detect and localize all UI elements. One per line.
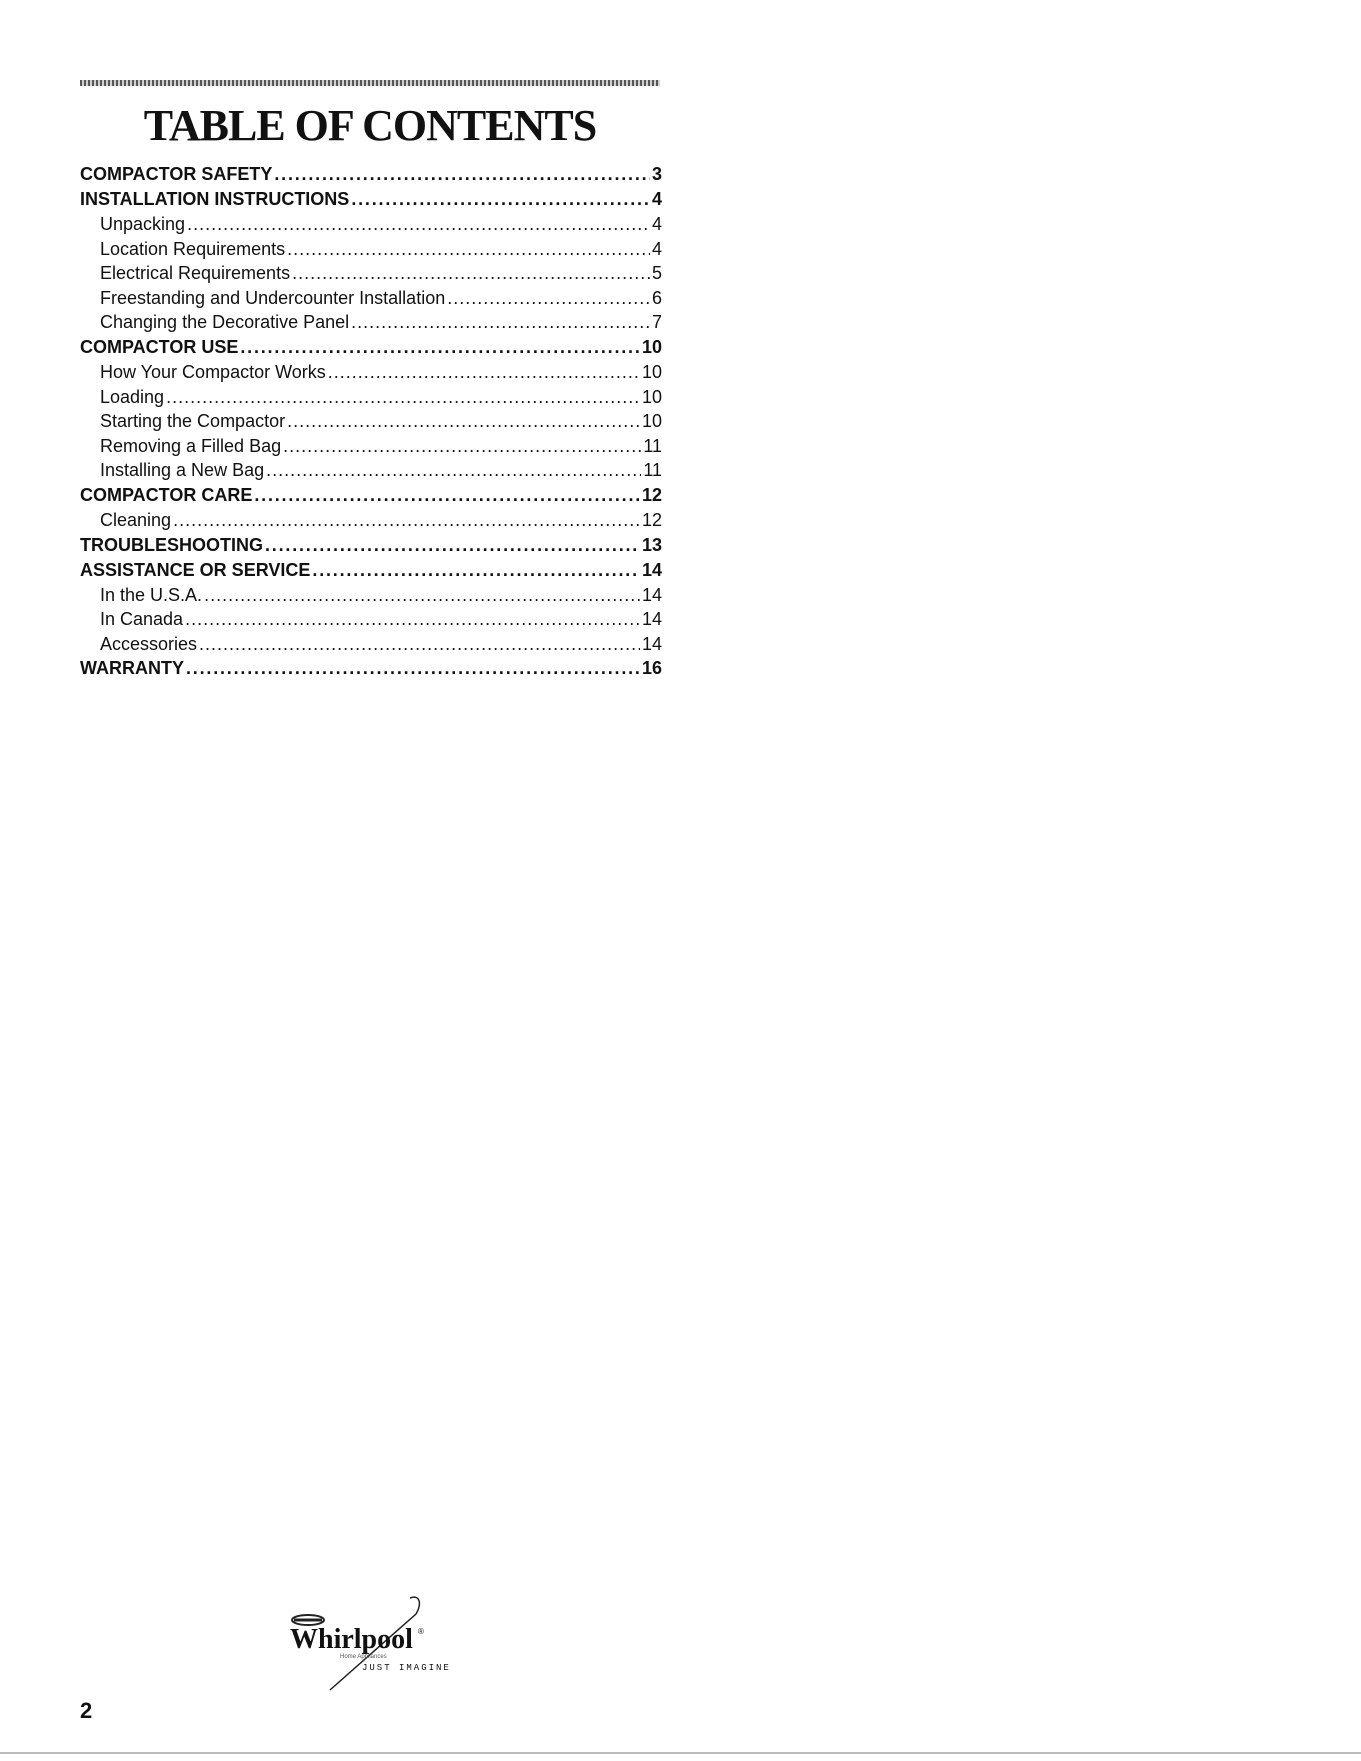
toc-entry-page: 14	[641, 633, 662, 654]
toc-entry-label: Starting the Compactor	[100, 411, 286, 432]
toc-entry-page: 14	[641, 609, 662, 630]
toc-entry-label: Removing a Filled Bag	[100, 435, 282, 456]
toc-subentry[interactable]	[80, 632, 662, 657]
dot-leader	[287, 237, 650, 262]
toc-entry-label: Loading	[100, 386, 165, 407]
toc-section-entry[interactable]	[80, 533, 662, 558]
toc-entry-page: 13	[641, 534, 662, 555]
toc-section-entry[interactable]	[80, 335, 662, 360]
toc-entry-label: In Canada	[100, 609, 184, 630]
toc-entry-page: 10	[641, 336, 662, 357]
dot-leader	[283, 434, 641, 459]
footer-rule	[0, 1752, 1361, 1754]
toc-title: TABLE OF CONTENTS	[143, 101, 597, 150]
toc-entry-page: 7	[651, 312, 662, 333]
toc-entry-label: COMPACTOR USE	[80, 336, 239, 357]
toc-entry-label: TROUBLESHOOTING	[80, 534, 263, 555]
toc-section-entry[interactable]	[80, 162, 662, 187]
dot-leader	[186, 656, 640, 681]
toc-list	[80, 162, 662, 681]
svg-text:JUST IMAGINE: JUST IMAGINE	[362, 1663, 451, 1673]
toc-subentry[interactable]	[80, 212, 662, 237]
toc-subentry[interactable]	[80, 360, 662, 385]
toc-entry-page: 3	[651, 164, 662, 184]
toc-subentry[interactable]	[80, 310, 662, 335]
toc-subentry[interactable]	[80, 607, 662, 632]
dot-leader	[265, 533, 640, 558]
toc-entry-label: Accessories	[100, 633, 198, 654]
toc-entry-label: Unpacking	[100, 214, 186, 234]
toc-subentry[interactable]	[80, 583, 662, 608]
dot-leader	[287, 409, 640, 434]
toc-entry-page: 11	[643, 435, 662, 456]
dot-leader	[328, 360, 640, 385]
toc-entry-label: INSTALLATION INSTRUCTIONS	[80, 189, 350, 209]
whirlpool-logo	[270, 1590, 490, 1700]
toc-entry-page: 4	[651, 189, 662, 209]
toc-entry-label: WARRANTY	[80, 658, 184, 679]
dot-leader	[199, 632, 640, 657]
toc-subentry[interactable]	[80, 458, 662, 483]
toc-entry-page: 5	[651, 263, 662, 284]
toc-entry-label: COMPACTOR CARE	[80, 484, 253, 505]
toc-entry-label: Installing a New Bag	[100, 460, 265, 481]
dot-leader	[447, 286, 650, 311]
dot-leader	[266, 458, 641, 483]
dot-leader	[274, 162, 650, 187]
toc-subentry[interactable]	[80, 409, 662, 434]
toc-entry-page: 16	[641, 658, 662, 679]
dot-leader	[173, 508, 640, 533]
toc-entry-label: Changing the Decorative Panel	[100, 312, 350, 333]
toc-subentry[interactable]	[80, 261, 662, 286]
toc-entry-page: 10	[641, 411, 662, 432]
toc-subentry[interactable]	[80, 434, 662, 459]
dot-leader	[240, 335, 640, 360]
toc-section-entry[interactable]	[80, 483, 662, 508]
toc-entry-label: In the U.S.A.	[100, 584, 203, 605]
toc-entry-label: How Your Compactor Works	[100, 361, 326, 382]
dot-leader	[312, 558, 640, 583]
toc-entry-label: Freestanding and Undercounter Installation	[100, 287, 446, 308]
toc-entry-page: 4	[651, 238, 662, 259]
toc-entry-label: Cleaning	[100, 509, 172, 530]
svg-text:®: ®	[418, 1627, 424, 1636]
dot-leader	[187, 212, 650, 237]
toc-entry-page: 6	[651, 287, 662, 308]
toc-subentry[interactable]	[80, 286, 662, 311]
toc-entry-page: 14	[641, 559, 662, 580]
dot-leader	[351, 310, 650, 335]
toc-subentry[interactable]	[80, 385, 662, 410]
dot-leader	[166, 385, 640, 410]
dot-leader	[254, 483, 640, 508]
toc-section-entry[interactable]	[80, 558, 662, 583]
toc-entry-page: 12	[641, 484, 662, 505]
dot-leader	[204, 583, 640, 608]
toc-entry-page: 12	[641, 509, 662, 530]
dot-leader	[292, 261, 650, 286]
toc-subentry[interactable]	[80, 237, 662, 262]
toc-entry-page: 11	[643, 460, 662, 481]
toc-entry-page: 14	[641, 584, 662, 605]
svg-text:Whirlpool: Whirlpool	[290, 1624, 413, 1655]
toc-section-entry[interactable]	[80, 656, 662, 681]
toc-subentry[interactable]	[80, 508, 662, 533]
page-number: 2	[80, 1698, 93, 1723]
toc-entry-page: 10	[641, 386, 662, 407]
toc-entry-page: 4	[651, 214, 662, 234]
toc-entry-label: ASSISTANCE OR SERVICE	[80, 559, 311, 580]
svg-text:Home Appliances: Home Appliances	[340, 1654, 387, 1660]
toc-entry-label: COMPACTOR SAFETY	[80, 164, 273, 184]
header-rule	[80, 80, 660, 86]
toc-section-entry[interactable]	[80, 187, 662, 212]
toc-entry-page: 10	[641, 361, 662, 382]
toc-entry-label: Electrical Requirements	[100, 263, 291, 284]
dot-leader	[185, 607, 640, 632]
toc-entry-label: Location Requirements	[100, 238, 286, 259]
dot-leader	[351, 187, 650, 212]
